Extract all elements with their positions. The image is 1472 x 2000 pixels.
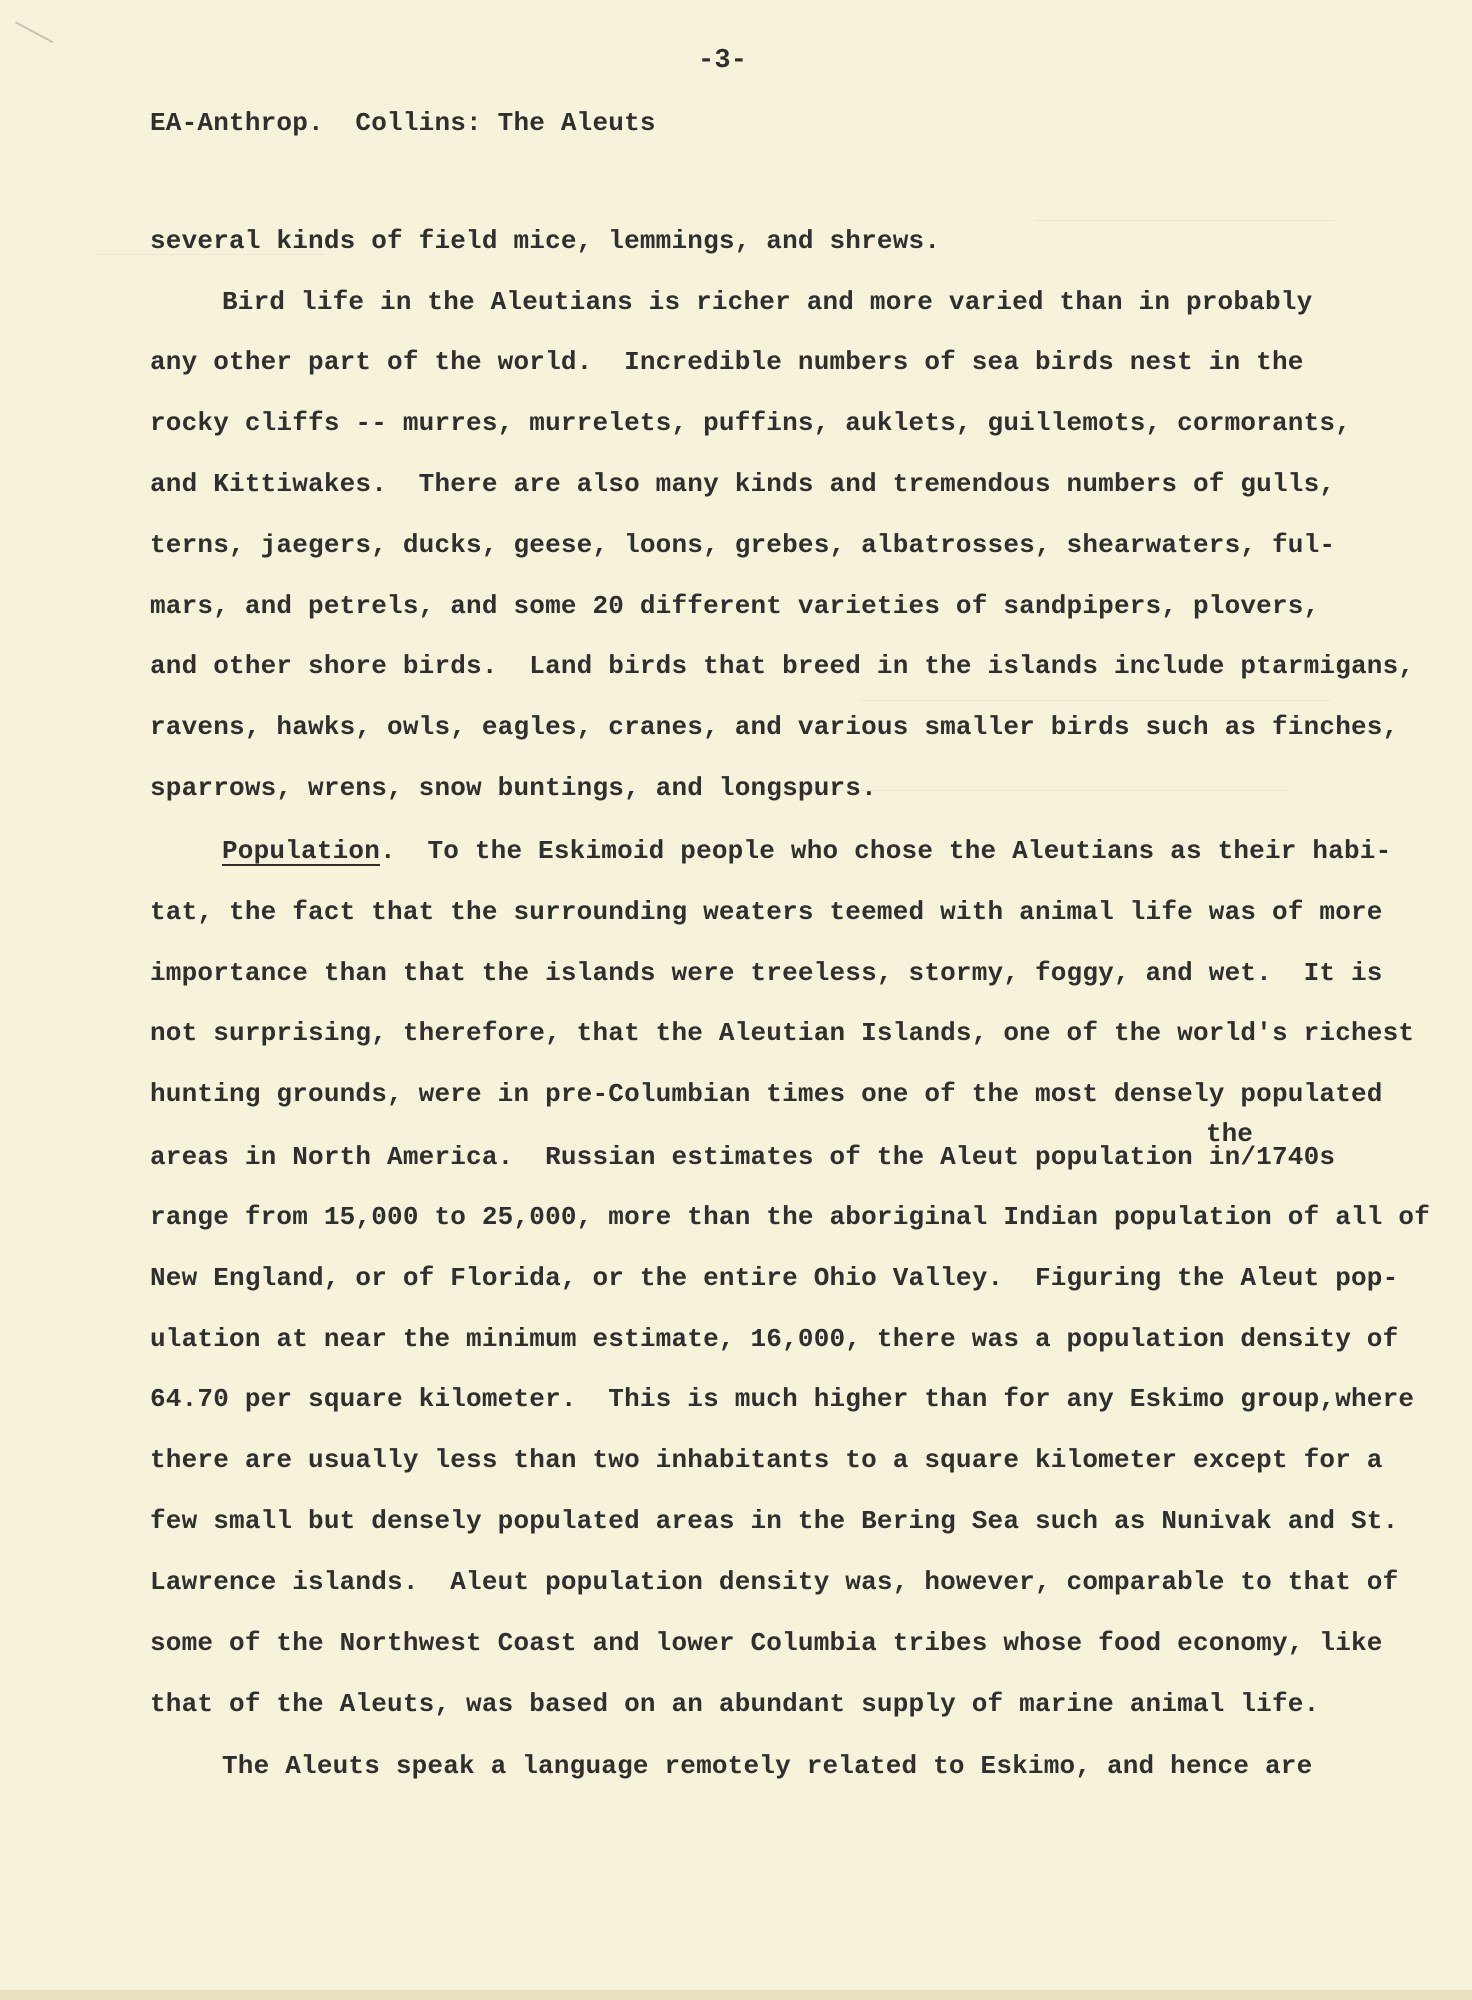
text-line: sparrows, wrens, snow buntings, and longspurs. bbox=[150, 773, 877, 803]
text-line: and other shore birds. Land birds that breed in the islands include ptarmigans, bbox=[150, 651, 1415, 681]
text-line: tat, the fact that the surrounding weaters teemed with animal life was of more bbox=[150, 897, 1383, 927]
text-line: ravens, hawks, owls, eagles, cranes, and various smaller birds such as finches, bbox=[150, 712, 1399, 742]
text-line: that of the Aleuts, was based on an abundant supply of marine animal life. bbox=[150, 1689, 1320, 1719]
text-line: rocky cliffs -- murres, murrelets, puffins, auklets, guillemots, cormorants, bbox=[150, 408, 1351, 438]
text-line: any other part of the world. Incredible numbers of sea birds nest in the bbox=[150, 347, 1304, 377]
text-line: range from 15,000 to 25,000, more than the aboriginal Indian population of all of bbox=[150, 1202, 1431, 1232]
text-line: The Aleuts speak a language remotely related to Eskimo, and hence are bbox=[222, 1751, 1313, 1781]
text-line: areas in North America. Russian estimates of the Aleut population in/1740s bbox=[150, 1142, 1336, 1172]
text-line: . To the Eskimoid people who chose the Aleutians as their habi- bbox=[380, 836, 1392, 866]
text-line: there are usually less than two inhabitants to a square kilometer except for a bbox=[150, 1445, 1383, 1475]
text-line: some of the Northwest Coast and lower Columbia tribes whose food economy, like bbox=[150, 1628, 1383, 1658]
paragraph-start bbox=[222, 836, 1391, 866]
paper-bleed-through bbox=[860, 700, 1330, 701]
paper-corner-mark bbox=[5, 22, 53, 63]
text-line: Lawrence islands. Aleut population density was, however, comparable to that of bbox=[150, 1567, 1399, 1597]
paper-bottom-edge bbox=[0, 1990, 1472, 2000]
paper-bleed-through bbox=[1035, 220, 1335, 221]
text-line: New England, or of Florida, or the entire Ohio Valley. Figuring the Aleut pop- bbox=[150, 1263, 1399, 1293]
text-line: terns, jaegers, ducks, geese, loons, grebes, albatrosses, shearwaters, ful- bbox=[150, 530, 1336, 560]
text-line: not surprising, therefore, that the Aleutian Islands, one of the world's richest bbox=[150, 1018, 1415, 1048]
section-label: Population bbox=[222, 836, 381, 866]
running-head: EA-Anthrop. Collins: The Aleuts bbox=[150, 108, 656, 138]
text-line: 64.70 per square kilometer. This is much higher than for any Eskimo group,where bbox=[150, 1384, 1415, 1414]
text-line: mars, and petrels, and some 20 different varieties of sandpipers, plovers, bbox=[150, 591, 1320, 621]
text-line: hunting grounds, were in pre-Columbian times one of the most densely populated bbox=[150, 1079, 1383, 1109]
text-line: ulation at near the minimum estimate, 16,000, there was a population density of bbox=[150, 1324, 1399, 1354]
text-line: Bird life in the Aleutians is richer and more varied than in probably bbox=[222, 287, 1313, 317]
handwritten-insertion: the bbox=[1206, 1119, 1253, 1149]
text-line: and Kittiwakes. There are also many kinds and tremendous numbers of gulls, bbox=[150, 469, 1336, 499]
page-number: -3- bbox=[698, 46, 748, 76]
text-line: importance than that the islands were treeless, stormy, foggy, and wet. It is bbox=[150, 958, 1383, 988]
text-line: few small but densely populated areas in the Bering Sea such as Nunivak and St. bbox=[150, 1506, 1399, 1536]
text-line: several kinds of field mice, lemmings, and shrews. bbox=[150, 226, 941, 256]
